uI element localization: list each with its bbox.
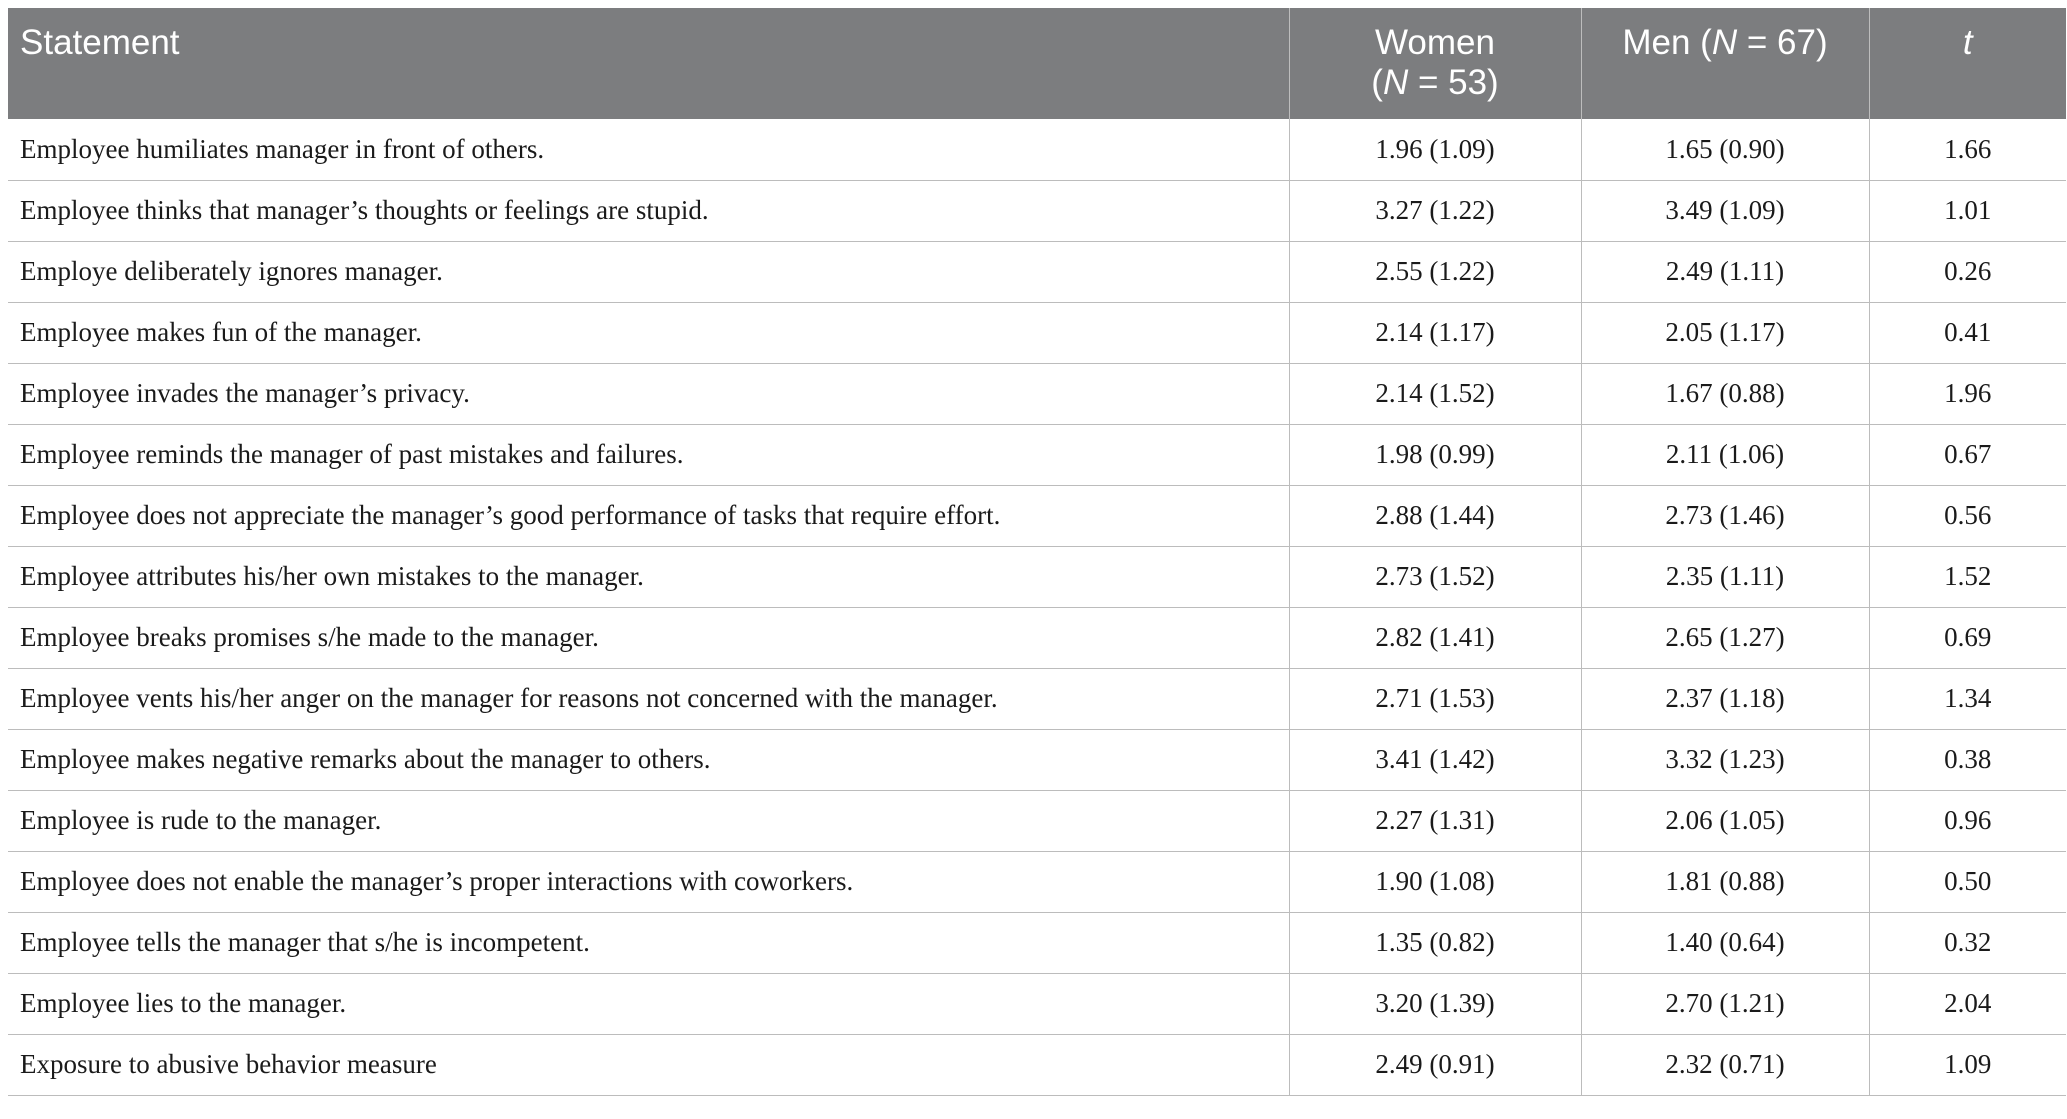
cell-women-mean-sd: 2.14 (1.17) — [1289, 302, 1581, 363]
table-row — [8, 607, 2066, 668]
header-men — [1581, 8, 1869, 119]
table-row — [8, 973, 2066, 1034]
cell-statement: Employee does not appreciate the manager’s good performance of tasks that require effort. — [8, 485, 1289, 546]
cell-statement: Employee vents his/her anger on the manager for reasons not concerned with the manager. — [8, 668, 1289, 729]
table-row — [8, 668, 2066, 729]
header-men-label: Men ( — [1622, 23, 1712, 62]
header-men-n-value: = 67) — [1737, 23, 1828, 62]
data-table — [8, 8, 2066, 1096]
cell-men-mean-sd: 3.32 (1.23) — [1581, 729, 1869, 790]
header-men-n-symbol: N — [1711, 23, 1738, 62]
cell-t-value: 0.41 — [1869, 302, 2066, 363]
cell-statement: Employee reminds the manager of past mistakes and failures. — [8, 424, 1289, 485]
cell-statement: Employee breaks promises s/he made to the manager. — [8, 607, 1289, 668]
table-body — [8, 119, 2066, 1095]
table-row — [8, 302, 2066, 363]
cell-statement: Employee invades the manager’s privacy. — [8, 363, 1289, 424]
header-women-label: Women — [1375, 23, 1495, 62]
cell-statement: Exposure to abusive behavior measure — [8, 1034, 1289, 1095]
cell-women-mean-sd: 3.27 (1.22) — [1289, 180, 1581, 241]
cell-women-mean-sd: 2.88 (1.44) — [1289, 485, 1581, 546]
header-statement-label: Statement — [20, 23, 180, 62]
table-row — [8, 1034, 2066, 1095]
cell-women-mean-sd: 3.20 (1.39) — [1289, 973, 1581, 1034]
table-row — [8, 241, 2066, 302]
cell-women-mean-sd: 2.49 (0.91) — [1289, 1034, 1581, 1095]
table-row — [8, 363, 2066, 424]
cell-t-value: 0.67 — [1869, 424, 2066, 485]
cell-men-mean-sd: 3.49 (1.09) — [1581, 180, 1869, 241]
cell-t-value: 0.96 — [1869, 790, 2066, 851]
cell-men-mean-sd: 1.65 (0.90) — [1581, 119, 1869, 180]
header-row — [8, 8, 2066, 119]
header-women-n-symbol: N — [1382, 63, 1409, 102]
cell-men-mean-sd: 2.32 (0.71) — [1581, 1034, 1869, 1095]
cell-men-mean-sd: 2.06 (1.05) — [1581, 790, 1869, 851]
cell-statement: Employee makes negative remarks about the manager to others. — [8, 729, 1289, 790]
header-women-n-value: = 53) — [1408, 63, 1499, 102]
cell-women-mean-sd: 1.90 (1.08) — [1289, 851, 1581, 912]
cell-statement: Employee is rude to the manager. — [8, 790, 1289, 851]
cell-t-value: 1.09 — [1869, 1034, 2066, 1095]
cell-men-mean-sd: 2.73 (1.46) — [1581, 485, 1869, 546]
data-table-container — [8, 8, 2066, 1096]
table-row — [8, 424, 2066, 485]
table-row — [8, 729, 2066, 790]
cell-women-mean-sd: 1.96 (1.09) — [1289, 119, 1581, 180]
cell-t-value: 1.52 — [1869, 546, 2066, 607]
cell-women-mean-sd: 2.82 (1.41) — [1289, 607, 1581, 668]
cell-t-value: 0.69 — [1869, 607, 2066, 668]
cell-statement: Employee humiliates manager in front of others. — [8, 119, 1289, 180]
cell-men-mean-sd: 2.49 (1.11) — [1581, 241, 1869, 302]
cell-statement: Employee attributes his/her own mistakes to the manager. — [8, 546, 1289, 607]
cell-men-mean-sd: 2.65 (1.27) — [1581, 607, 1869, 668]
cell-women-mean-sd: 2.71 (1.53) — [1289, 668, 1581, 729]
table-row — [8, 851, 2066, 912]
cell-women-mean-sd: 2.73 (1.52) — [1289, 546, 1581, 607]
cell-men-mean-sd: 2.05 (1.17) — [1581, 302, 1869, 363]
cell-women-mean-sd: 2.55 (1.22) — [1289, 241, 1581, 302]
cell-men-mean-sd: 1.67 (0.88) — [1581, 363, 1869, 424]
table-row — [8, 912, 2066, 973]
table-row — [8, 119, 2066, 180]
cell-women-mean-sd: 1.98 (0.99) — [1289, 424, 1581, 485]
cell-statement: Employee does not enable the manager’s proper interactions with coworkers. — [8, 851, 1289, 912]
header-t — [1869, 8, 2066, 119]
cell-t-value: 0.26 — [1869, 241, 2066, 302]
table-header — [8, 8, 2066, 119]
cell-t-value: 2.04 — [1869, 973, 2066, 1034]
cell-statement: Employee tells the manager that s/he is incompetent. — [8, 912, 1289, 973]
table-row — [8, 180, 2066, 241]
cell-men-mean-sd: 2.70 (1.21) — [1581, 973, 1869, 1034]
cell-men-mean-sd: 2.37 (1.18) — [1581, 668, 1869, 729]
cell-statement: Employe deliberately ignores manager. — [8, 241, 1289, 302]
header-statement — [8, 8, 1289, 119]
cell-t-value: 0.38 — [1869, 729, 2066, 790]
cell-t-value: 1.96 — [1869, 363, 2066, 424]
table-row — [8, 546, 2066, 607]
header-women — [1289, 8, 1581, 119]
cell-men-mean-sd: 1.40 (0.64) — [1581, 912, 1869, 973]
cell-statement: Employee thinks that manager’s thoughts or feelings are stupid. — [8, 180, 1289, 241]
cell-women-mean-sd: 2.14 (1.52) — [1289, 363, 1581, 424]
header-women-n-open: ( — [1371, 63, 1383, 102]
cell-women-mean-sd: 2.27 (1.31) — [1289, 790, 1581, 851]
header-t-label: t — [1962, 23, 1973, 62]
cell-t-value: 0.56 — [1869, 485, 2066, 546]
cell-women-mean-sd: 1.35 (0.82) — [1289, 912, 1581, 973]
table-row — [8, 790, 2066, 851]
cell-men-mean-sd: 2.11 (1.06) — [1581, 424, 1869, 485]
cell-men-mean-sd: 1.81 (0.88) — [1581, 851, 1869, 912]
table-row — [8, 485, 2066, 546]
cell-t-value: 1.66 — [1869, 119, 2066, 180]
cell-t-value: 1.34 — [1869, 668, 2066, 729]
cell-t-value: 1.01 — [1869, 180, 2066, 241]
cell-women-mean-sd: 3.41 (1.42) — [1289, 729, 1581, 790]
cell-statement: Employee makes fun of the manager. — [8, 302, 1289, 363]
cell-t-value: 0.32 — [1869, 912, 2066, 973]
cell-statement: Employee lies to the manager. — [8, 973, 1289, 1034]
cell-men-mean-sd: 2.35 (1.11) — [1581, 546, 1869, 607]
cell-t-value: 0.50 — [1869, 851, 2066, 912]
